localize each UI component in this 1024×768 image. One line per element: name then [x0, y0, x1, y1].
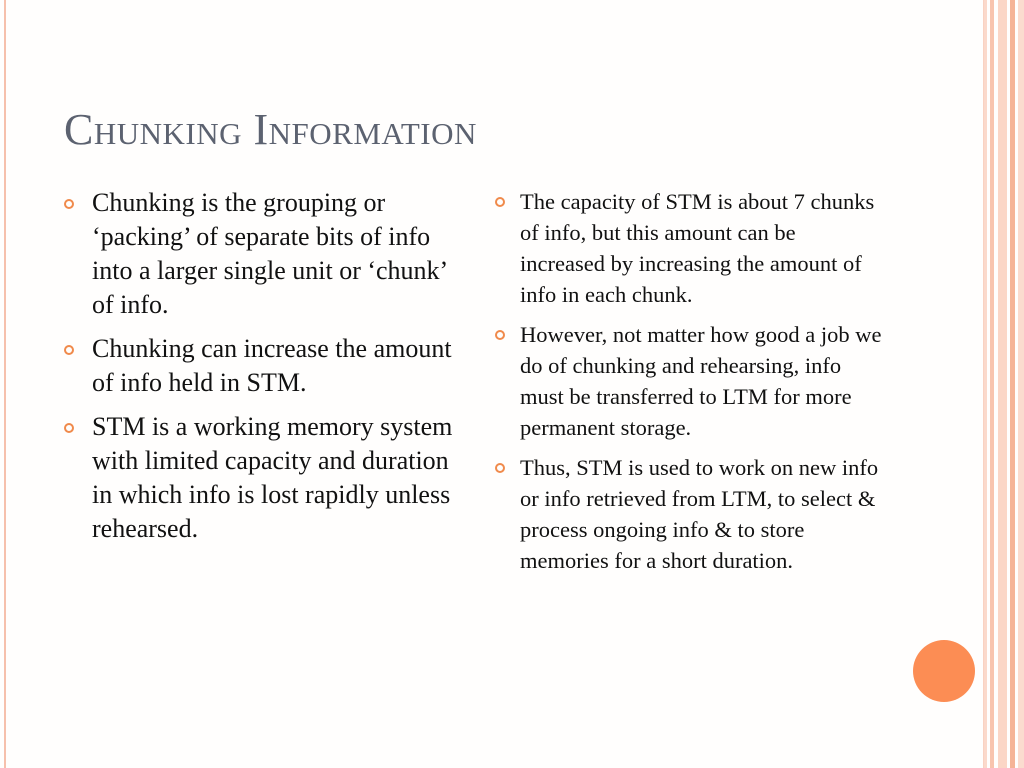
bullet-item	[494, 186, 884, 310]
bullet-item	[64, 410, 454, 546]
bullet-text: Thus, STM is used to work on new info or info retrieved from LTM, to select & process ongoing info & to store memories for a short duration.	[520, 455, 879, 573]
slide-title: Chunking Information	[64, 105, 477, 154]
bullet-text: Chunking is the grouping or ‘packing’ of separate bits of info into a larger single unit or ‘chunk’ of info.	[92, 188, 447, 319]
bullet-item	[494, 452, 884, 576]
bullet-text: STM is a working memory system with limited capacity and duration in which info is lost rapidly unless rehearsed.	[92, 412, 453, 543]
bullet-text: However, not matter how good a job we do of chunking and rehearsing, info must be transferred to LTM for more permanent storage.	[520, 322, 882, 440]
left-border-line	[4, 0, 6, 768]
right-stripe-band	[984, 0, 1024, 768]
stripe	[1018, 0, 1024, 768]
bullet-text: The capacity of STM is about 7 chunks of info, but this amount can be increased by increasing the amount of info in each chunk.	[520, 189, 875, 307]
bullet-circle-icon	[64, 199, 74, 209]
bullet-item	[64, 332, 454, 400]
stripe	[998, 0, 1007, 768]
stripe	[1010, 0, 1015, 768]
bullet-text: Chunking can increase the amount of info held in STM.	[92, 334, 452, 397]
bullet-circle-icon	[64, 423, 74, 433]
bullet-circle-icon	[495, 330, 505, 340]
left-bullet-list	[64, 186, 454, 556]
bullet-circle-icon	[64, 345, 74, 355]
stripe	[990, 0, 994, 768]
bullet-circle-icon	[495, 463, 505, 473]
bullet-circle-icon	[495, 197, 505, 207]
bullet-item	[64, 186, 454, 322]
decorative-circle	[913, 640, 975, 702]
stripe	[984, 0, 987, 768]
right-bullet-list	[494, 186, 884, 585]
bullet-item	[494, 319, 884, 443]
